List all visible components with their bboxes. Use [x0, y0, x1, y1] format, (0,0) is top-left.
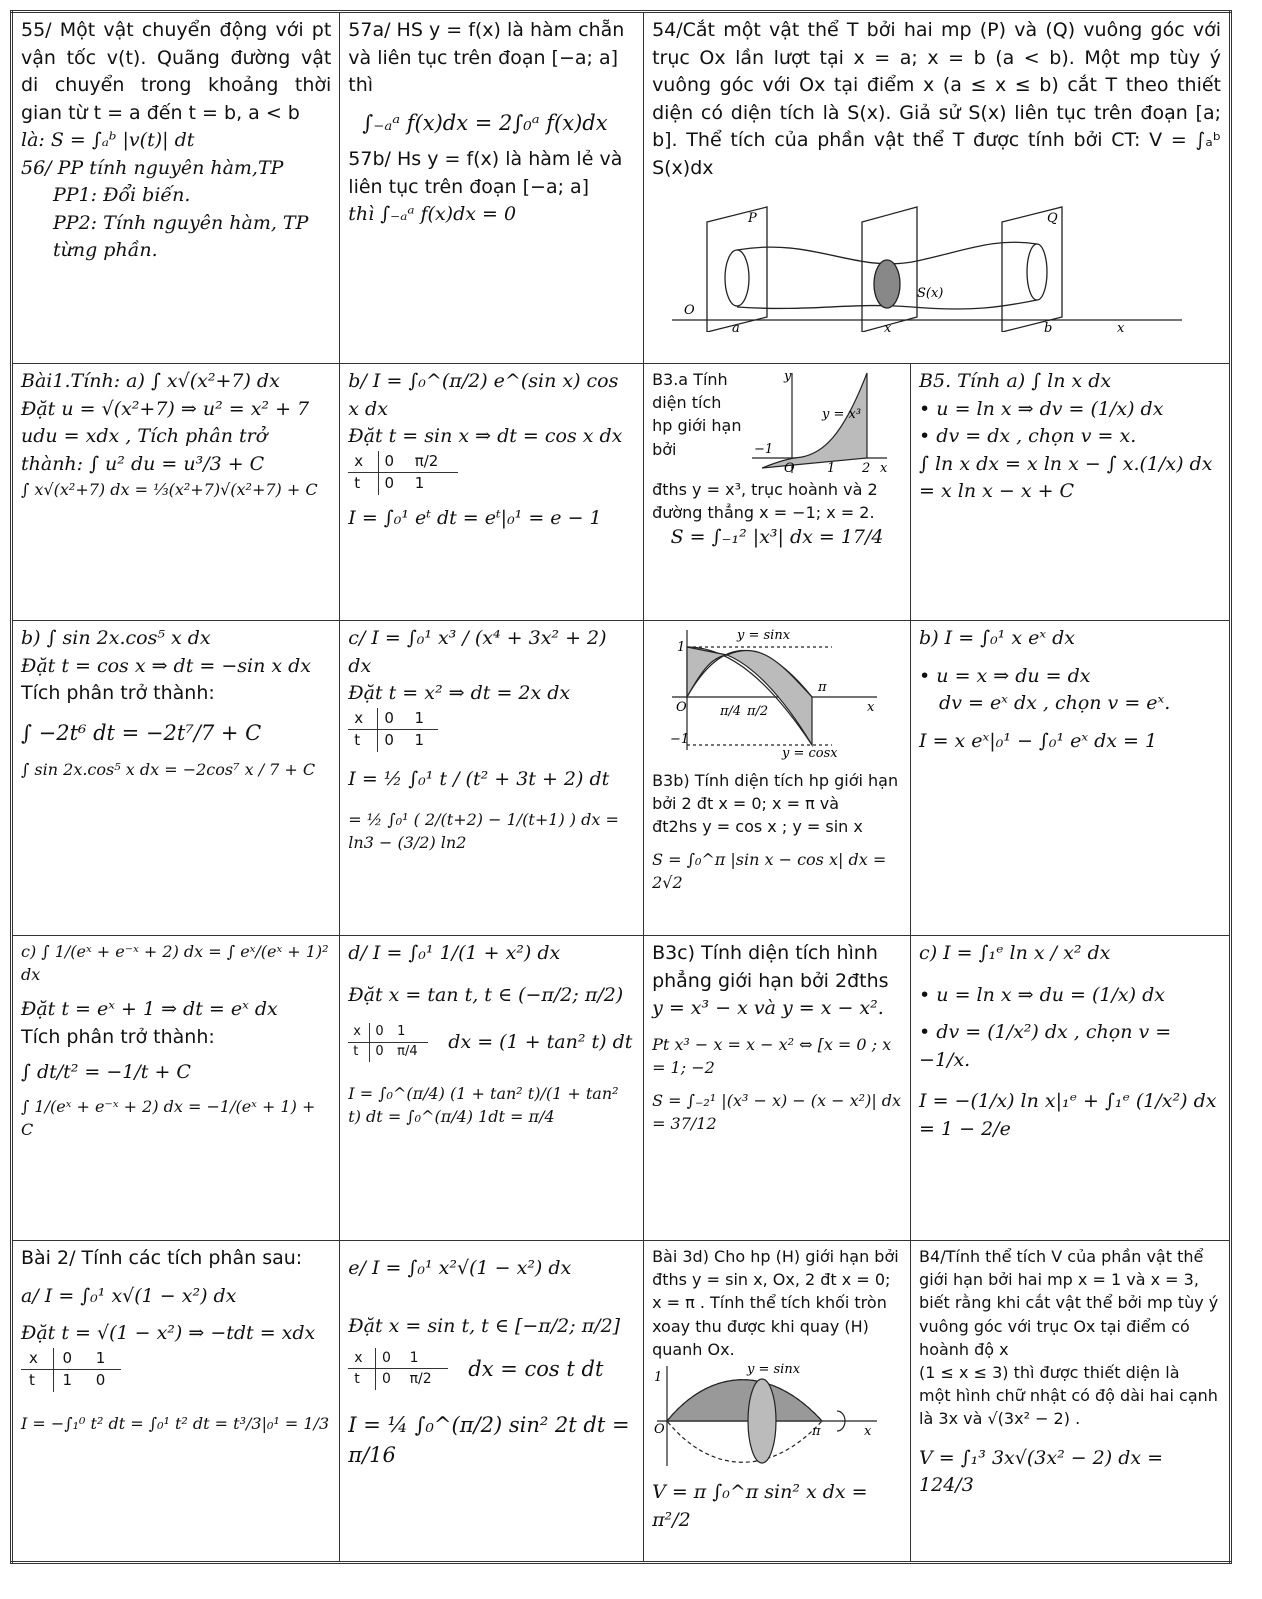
b1-c-step2: Tích phân trở thành: — [21, 1025, 215, 1048]
bounds-t0: 0 — [375, 1043, 384, 1059]
label-sx: S(x) — [917, 286, 944, 302]
b2e-result: I = ¼ ∫₀^(π/2) sin² 2t dt = π/16 — [348, 1412, 637, 1468]
text-57a: 57a/ HS y = f(x) là hàm chẵn và liên tục trên đoạn [−a; a] thì — [348, 19, 631, 97]
b1c-step2: I = ½ ∫₀¹ t / (t² + 3t + 2) dt — [348, 768, 610, 791]
bounds-t0: 0 — [384, 474, 395, 493]
label-q: Q — [1047, 211, 1058, 227]
label-2: 2 — [862, 461, 871, 476]
b3c-title: B3c) Tính diện tích hình phẳng giới hạn bởi 2đths — [652, 942, 889, 992]
row-3 — [12, 621, 1231, 936]
bounds-x1: 1 — [408, 708, 438, 730]
b3a-line2: đths y = x³, trục hoành và 2 — [652, 480, 878, 499]
cell-bai2a — [12, 1241, 340, 1563]
cell-57 — [340, 12, 644, 364]
label-1: 1 — [654, 1369, 663, 1385]
formula-table — [10, 10, 1232, 1564]
b3b-line2: đt2hs y = cos x ; y = sin x — [652, 816, 863, 836]
formula-57a: ∫₋ₐᵃ f(x)dx = 2∫₀ᵃ f(x)dx — [362, 110, 608, 135]
b1d-title: d/ I = ∫₀¹ 1/(1 + x²) dx — [348, 942, 561, 964]
cell-b3a — [644, 364, 911, 621]
bounds-x: x — [348, 708, 378, 730]
b3c-result: S = ∫₋₂¹ |(x³ − x) − (x − x²)| dx = 37/12 — [652, 1091, 907, 1134]
b1-b-step2: Tích phân trở thành: — [21, 682, 215, 705]
b5c-title: c) I = ∫₁ᵉ ln x / x² dx — [919, 942, 1111, 964]
b5c-result: I = −(1/x) ln x|₁ᵉ + ∫₁ᵉ (1/x²) dx = 1 − 2/e — [919, 1090, 1223, 1140]
b2-title: Bài 2/ Tính các tích phân sau: — [21, 1247, 303, 1269]
label-x: x — [884, 321, 892, 333]
label-curve: y = sinx — [747, 1361, 801, 1377]
cell-b4 — [911, 1241, 1231, 1563]
b5a-step3: ∫ ln x dx = x ln x − ∫ x.(1/x) dx — [919, 452, 1213, 475]
b4-line2: (1 ≤ x ≤ 3) thì được thiết diện là — [919, 1362, 1180, 1382]
b5a-title: B5. Tính a) ∫ ln x dx — [919, 370, 1112, 392]
cell-b3d — [644, 1241, 911, 1563]
bounds-x0: 0 — [378, 451, 409, 473]
row-2 — [12, 364, 1231, 621]
b1-c-step1: Đặt t = eˣ + 1 ⇒ dt = eˣ dx — [21, 998, 278, 1021]
label-x: x — [864, 1423, 872, 1439]
b1-c-step3: ∫ dt/t² = −1/t + C — [21, 1061, 191, 1084]
bounds-x: x — [348, 1348, 375, 1369]
b1b-step1: Đặt t = sin x ⇒ dt = cos x dx — [348, 425, 623, 448]
b5a-result: = x ln x − x + C — [919, 480, 1075, 503]
cell-bai1b2 — [12, 621, 340, 936]
text-pp1: PP1: Đổi biến. — [53, 184, 191, 207]
label-m1: −1 — [754, 442, 774, 457]
b3c-line2: y = x³ − x và y = x − x². — [652, 997, 884, 1020]
b5b-title: b) I = ∫₀¹ x eˣ dx — [919, 627, 1075, 649]
label-1: 1 — [677, 640, 686, 655]
label-1: 1 — [827, 461, 836, 476]
cell-bai2e — [340, 1241, 644, 1563]
bounds-x: x — [348, 451, 378, 473]
label-o: O — [784, 461, 795, 476]
b1-b-title: b) ∫ sin 2x.cos⁵ x dx — [21, 627, 211, 649]
b1a-step1: Đặt u = √(x²+7) ⇒ u² = x² + 7 — [21, 397, 310, 420]
label-o: O — [654, 1421, 665, 1437]
b1c-step1: Đặt t = x² ⇒ dt = 2x dx — [348, 682, 571, 705]
text-55: 55/ Một vật chuyển động với pt vận tốc v(t). Quãng đường vật di chuyển trong khoảng thời gian từ t = a đến t = b, a < b — [21, 19, 338, 124]
label-pi: π — [812, 1423, 821, 1439]
bounds-x0: 0 — [370, 1023, 392, 1042]
cell-b3b — [644, 621, 911, 936]
cell-bai1d — [340, 936, 644, 1241]
text-57b: 57b/ Hs y = f(x) là hàm lẻ và liên tục trên đoạn [−a; a] — [348, 148, 629, 198]
b5c-step2: • dv = (1/x²) dx , chọn v = −1/x. — [919, 1021, 1178, 1071]
label-a: a — [732, 321, 740, 333]
b2e-bounds-table — [348, 1348, 448, 1390]
b5a-step2: • dv = dx , chọn v = x. — [919, 425, 1137, 448]
bounds-x1: 1 — [88, 1348, 121, 1370]
b2a-title: a/ I = ∫₀¹ x√(1 − x²) dx — [21, 1284, 237, 1307]
cell-b5a — [911, 364, 1231, 621]
label-o: O — [684, 303, 695, 319]
text-pp2: PP2: Tính nguyên hàm, TP từng phần. — [53, 211, 315, 262]
b3a-title: B3.a Tính diện tích hp giới hạn bởi — [652, 370, 747, 459]
cell-bai1a — [12, 364, 340, 621]
b5b-step2: dv = eˣ dx , chọn v = eˣ. — [939, 692, 1171, 715]
b4-result: V = ∫₁³ 3x√(3x² − 2) dx = 124/3 — [919, 1446, 1170, 1497]
bounds-t1: 1 — [414, 474, 425, 493]
b1d-bounds-table — [348, 1023, 428, 1062]
b2e-step2: dx = cos t dt — [468, 1356, 604, 1381]
label-pi: π — [818, 680, 827, 695]
bounds-t: t — [348, 473, 378, 495]
bounds-t: t — [348, 1369, 375, 1390]
b5b-result: I = x eˣ|₀¹ − ∫₀¹ eˣ dx = 1 — [919, 729, 1158, 752]
bounds-t1: 1 — [414, 731, 424, 750]
b3b-title: B3b) Tính diện tích hp giới hạn bởi 2 đt x = 0; x = π và — [652, 770, 904, 813]
bounds-t0: 0 — [384, 731, 394, 750]
bounds-t: t — [348, 1042, 370, 1061]
cell-bai1b — [340, 364, 644, 621]
b1d-result: I = ∫₀^(π/4) (1 + tan² t)/(1 + tan² t) dt = ∫₀^(π/4) 1dt = π/4 — [348, 1083, 624, 1126]
label-axis: x — [1117, 321, 1125, 333]
bounds-x0: 0 — [376, 1348, 404, 1369]
formula-55: là: S = ∫ₐᵇ |v(t)| dt — [21, 129, 195, 152]
b1a-result: ∫ x√(x²+7) dx = ⅓(x²+7)√(x²+7) + C — [21, 480, 318, 500]
b5a-step1: • u = ln x ⇒ dv = (1/x) dx — [919, 397, 1164, 420]
b1-c-title: c) ∫ 1/(eˣ + e⁻ˣ + 2) dx = ∫ eˣ/(eˣ + 1)² dx — [21, 942, 334, 985]
b4-title: B4/Tính thể tích V của phần vật thể giới hạn bởi hai mp x = 1 và x = 3, biết rằng khi cắt vật thể bởi mp tùy ý vuông góc với trục Ox tại điểm có hoành độ x — [919, 1247, 1224, 1359]
bounds-x0: 0 — [54, 1348, 88, 1370]
b1a-step3: thành: ∫ u² du = u³/3 + C — [21, 452, 265, 475]
cell-bai1c2 — [12, 936, 340, 1241]
b1b-bounds-table — [348, 451, 458, 496]
sin-cos-graph-figure — [652, 625, 882, 760]
bounds-t: t — [21, 1370, 54, 1392]
bounds-x1: 1 — [392, 1023, 428, 1042]
bounds-t: t — [348, 730, 378, 752]
label-x: x — [867, 700, 875, 715]
formula-57b: thì ∫₋ₐᵃ f(x)dx = 0 — [348, 203, 517, 226]
b2a-result: I = −∫₁⁰ t² dt = ∫₀¹ t² dt = t³/3|₀¹ = 1/3 — [21, 1414, 330, 1434]
b2e-step1: Đặt x = sin t, t ∈ [−π/2; π/2] — [348, 1314, 621, 1337]
bounds-x: x — [348, 1023, 370, 1042]
b5c-step1: • u = ln x ⇒ du = (1/x) dx — [919, 983, 1165, 1006]
bounds-t0: 0 — [382, 1371, 391, 1388]
label-y: y — [784, 369, 792, 384]
row-4 — [12, 936, 1231, 1241]
cell-b5b — [911, 621, 1231, 936]
b4-line4: là 3x và √(3x² − 2) . — [919, 1409, 1081, 1429]
cubic-graph-figure — [742, 368, 892, 478]
b1-b-result: ∫ sin 2x.cos⁵ x dx = −2cos⁷ x / 7 + C — [21, 760, 316, 780]
b1a-step2: udu = xdx , Tích phân trở — [21, 425, 268, 448]
label-curve: y = x³ — [822, 407, 862, 422]
label-p: P — [748, 211, 757, 227]
label-o: O — [676, 700, 687, 715]
b1a-title: Bài1.Tính: a) ∫ x√(x²+7) dx — [21, 370, 280, 392]
b1c-title: c/ I = ∫₀¹ x³ / (x⁴ + 3x² + 2) dx — [348, 627, 613, 677]
b3a-result: S = ∫₋₁² |x³| dx = 17/4 — [670, 526, 884, 549]
b1c-bounds-table — [348, 708, 438, 753]
solid-volume-figure — [652, 182, 1212, 332]
label-b: b — [1044, 321, 1053, 333]
b1b-result: I = ∫₀¹ eᵗ dt = eᵗ|₀¹ = e − 1 — [348, 507, 602, 530]
b3c-step: Pt x³ − x = x − x² ⇔ [x = 0 ; x = 1; −2 — [652, 1034, 897, 1077]
bounds-x1: π/2 — [409, 451, 459, 473]
b5b-step1: • u = x ⇒ du = dx — [919, 664, 1091, 687]
sin-rotation-figure — [652, 1361, 882, 1471]
label-pi4: π/4 — [720, 704, 742, 719]
b3a-line3: đường thẳng x = −1; x = 2. — [652, 503, 875, 523]
b1d-step1: Đặt x = tan t, t ∈ (−π/2; π/2) — [348, 983, 624, 1006]
label-cos: y = cosx — [782, 746, 838, 760]
b1b-title: b/ I = ∫₀^(π/2) e^(sin x) cos x dx — [348, 370, 625, 420]
bounds-t1: π/2 — [409, 1371, 432, 1388]
cell-b5c — [911, 936, 1231, 1241]
text-54: 54/Cắt một vật thể T bởi hai mp (P) và (Q) vuông góc với trục Ox lần lượt tại x = a; x = b (a < b). Một mp tùy ý vuông góc với Ox tại điểm x (a ≤ x ≤ b) cắt T theo thiết diện có diện tích là S(x). Giả sử S(x) liên tục trên đoạn [a; b]. Thể tích của phần vật thể T được tính bởi CT: V = ∫ₐᵇ S(x)dx — [652, 19, 1228, 179]
b2a-step1: Đặt t = √(1 − x²) ⇒ −tdt = xdx — [21, 1322, 316, 1345]
b1d-step2: dx = (1 + tan² t) dt — [448, 1030, 633, 1053]
label-pi2: π/2 — [747, 704, 769, 719]
bounds-x0: 0 — [378, 708, 409, 730]
b1-c-result: ∫ 1/(eˣ + e⁻ˣ + 2) dx = −1/(eˣ + 1) + C — [21, 1097, 321, 1140]
cell-b3c — [644, 936, 911, 1241]
label-sin: y = sinx — [737, 628, 791, 643]
b2e-title: e/ I = ∫₀¹ x²√(1 − x²) dx — [348, 1257, 572, 1279]
text-56: 56/ PP tính nguyên hàm,TP — [21, 156, 284, 179]
bounds-t1: 0 — [95, 1371, 106, 1390]
cell-bai1c — [340, 621, 644, 936]
bounds-x: x — [21, 1348, 54, 1370]
row-1 — [12, 12, 1231, 364]
b3b-result: S = ∫₀^π |sin x − cos x| dx = 2√2 — [652, 850, 892, 893]
b3d-result: V = π ∫₀^π sin² x dx = π²/2 — [652, 1481, 874, 1532]
plane-p — [707, 207, 767, 332]
label-m1: −1 — [670, 732, 690, 747]
b1-b-step3: ∫ −2t⁶ dt = −2t⁷/7 + C — [21, 720, 262, 745]
row-5 — [12, 1241, 1231, 1563]
bounds-t1: π/4 — [397, 1043, 418, 1059]
bounds-x1: 1 — [404, 1348, 449, 1369]
cell-55-56 — [12, 12, 340, 364]
b2a-bounds-table — [21, 1348, 121, 1393]
cell-54 — [644, 12, 1231, 364]
label-x: x — [880, 461, 888, 476]
b1-b-step1: Đặt t = cos x ⇒ dt = −sin x dx — [21, 654, 312, 677]
bounds-t0: 1 — [62, 1371, 73, 1390]
b4-line3: một hình chữ nhật có độ dài hai cạnh — [919, 1386, 1218, 1406]
b3d-title: Bài 3d) Cho hp (H) giới hạn bởi đths y = sin x, Ox, 2 đt x = 0; x = π . Tính thể tích khối tròn xoay thu được khi quay (H) quanh Ox. — [652, 1247, 904, 1359]
b1c-result: = ½ ∫₀¹ ( 2/(t+2) − 1/(t+1) ) dx = ln3 − (3/2) ln2 — [348, 809, 624, 852]
